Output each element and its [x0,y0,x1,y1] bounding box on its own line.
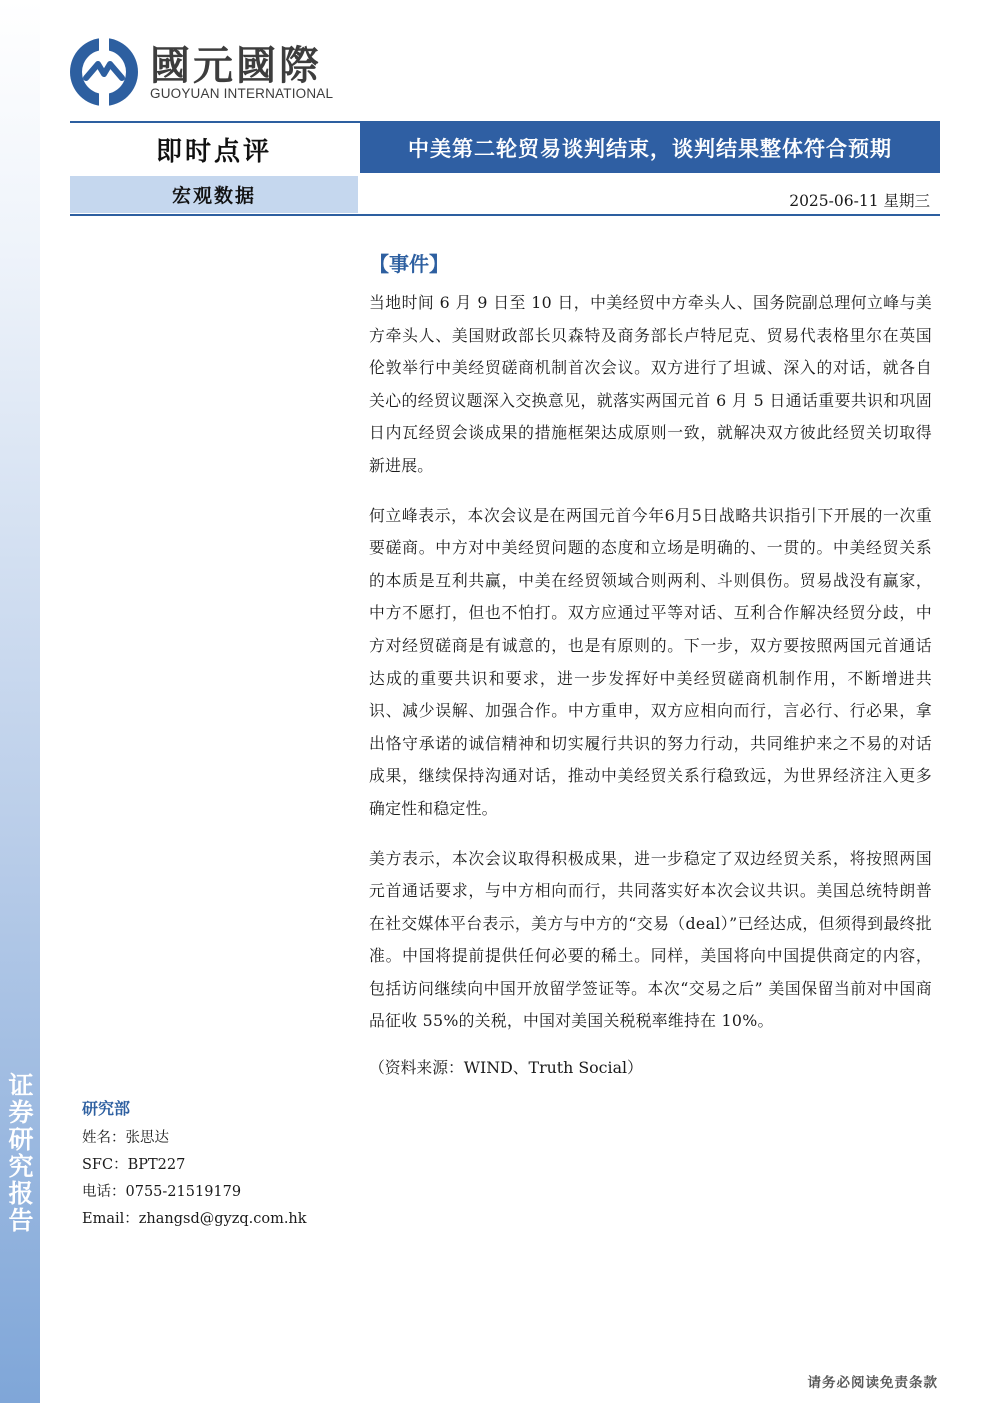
disclaimer-notice[interactable]: 请务必阅读免责条款 [807,1375,938,1391]
paragraph-2: 何立峰表示，本次会议是在两国元首今年6月5日战略共识指引下开展的一次重要磋商。中方对中美经贸问题的态度和立场是明确的、一贯的。中美经贸关系的本质是互利共赢，中美在经贸领域合则两利、斗则俱伤。贸易战没有赢家，中方不愿打，但也不怕打。双方应通过平等对话、互利合作解决经贸分歧，中方对经贸磋商是有诚意的，也是有原则的。下一步，双方要按照两国元首通话达成的重要共识和要求，进一步发挥好中美经贸磋商机制作用，不断增进共识、减少误解、加强合作。中方重申，双方应相向而行，言必行、行必果，拿出恪守承诺的诚信精神和切实履行共识的努力行动，共同维护来之不易的对话成果，继续保持沟通对话，推动中美经贸关系行稳致远，为世界经济注入更多确定性和稳定性。 [369,505,932,818]
report-category: 宏观数据 [70,176,358,213]
paragraph-3: 美方表示，本次会议取得积极成果，进一步稳定了双边经贸关系，将按照两国元首通话要求，与中方相向而行，共同落实好本次会议共识。美国总统特朗普在社交媒体平台表示，美方与中方的“交易（deal）”已经达成，但须得到最终批准。中国将提前提供任何必要的稀土。同样，美国将向中国提供商定的内容，包括访问继续向中国开放留学签证等。本次“交易之后” 美国保留当前对中国商品征收 55%的关税，中国对美国关税税率维持在 10%。 [369,848,932,1031]
author-phone: 电话：0755-21519179 [82,1184,242,1200]
side-label: 证券研究报告 [5,1072,34,1234]
data-source: （资料来源：WIND、Truth Social） [369,1058,643,1078]
subheader-rule [70,214,940,216]
author-email[interactable]: Email：zhangsd@gyzq.com.hk [82,1211,307,1227]
department: 研究部 [82,1099,131,1118]
section-heading: 【事件】 [369,252,449,276]
logo-chinese-name: 國元國際 [150,43,322,89]
logo-english-name: GUOYUAN INTERNATIONAL [150,86,334,101]
author-name: 姓名：张思达 [82,1130,169,1146]
paragraph-1: 当地时间 6 月 9 日至 10 日，中美经贸中方牵头人、国务院副总理何立峰与美方牵头人、美国财政部长贝森特及商务部长卢特尼克、贸易代表格里尔在英国伦敦举行中美经贸磋商机制首次会议。双方进行了坦诚、深入的对话，就各自关心的经贸议题深入交换意见，就落实两国元首 6 月 5 日通话重要共识和巩固日内瓦经贸会谈成果的措施框架达成原则一致，就解决双方彼此经贸关切取得新进展。 [369,293,932,475]
company-logo [68,36,348,106]
author-info [82,1096,342,1233]
side-strip [0,0,40,1403]
report-title: 中美第二轮贸易谈判结束，谈判结果整体符合预期 [360,122,940,173]
report-date: 2025-06-11 星期三 [789,192,930,210]
report-type: 即时点评 [155,136,272,167]
logo-icon [68,36,140,108]
main-content [369,248,932,1078]
author-sfc: SFC：BPT227 [82,1157,186,1173]
